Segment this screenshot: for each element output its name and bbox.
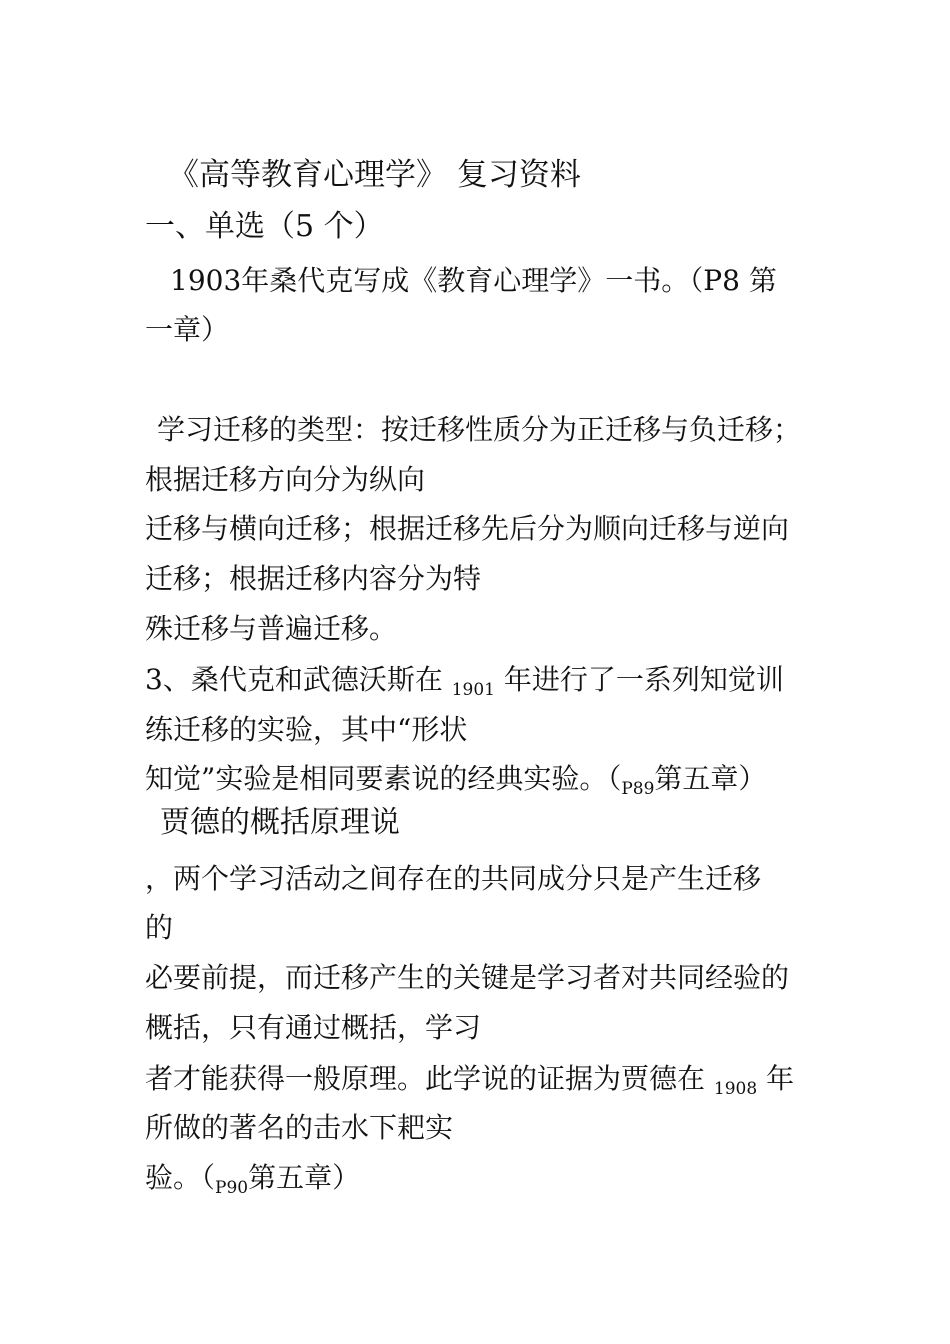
q4-line-5-start: 者才能获得一般原理。此学说的证据为贾德在 [145,1062,706,1095]
q4-year: 1908 [713,1079,758,1099]
q3-line-1-end: 年进行了一系列知觉训 [503,663,784,696]
q2-line-2: 根据迁移方向分为纵向 [145,463,426,496]
q4-line-4: 概括，只有通过概括，学习 [145,1011,482,1044]
q4-heading: 贾德的概括原理说 [160,805,400,840]
section-heading: 一、单选（5 个） [145,209,384,244]
q1-line-1: 1903年桑代克写成《教育心理学》一书。（P8 第 [170,264,777,297]
q2-line-5: 殊迁移与普遍迁移。 [145,612,398,645]
document-title: 《高等教育心理学》 复习资料 [168,157,581,193]
q2-line-1: 学习迁移的类型：按迁移性质分为正迁移与负迁移； [157,413,802,446]
q3-line-1 [145,662,784,708]
q4-line-1: ，两个学习活动之间存在的共同成分只是产生迁移 [145,862,762,895]
q2-line-4: 迁移；根据迁移内容分为特 [145,562,482,595]
q4-line-5-end: 年 [766,1062,795,1095]
q4-line-7 [145,1160,360,1206]
q3-page-ref: P89 [621,779,655,799]
q3-line-3-start: 知觉”实验是相同要素说的经典实验。（ [145,762,622,795]
q4-page-ref: P90 [215,1178,249,1198]
q2-line-3: 迁移与横向迁移；根据迁移先后分为顺向迁移与逆向 [145,512,790,545]
q3-year: 1901 [451,680,495,700]
q4-line-7-start: 验。（ [145,1161,216,1194]
q4-line-3: 必要前提，而迁移产生的关键是学习者对共同经验的 [145,961,790,994]
q3-line-1-start: 3、桑代克和武德沃斯在 [145,663,443,696]
q3-line-2: 练迁移的实验，其中“形状 [145,713,468,746]
q4-line-5 [145,1061,794,1107]
q1-line-2: 一章） [145,313,230,346]
q3-line-3-end: 第五章） [654,762,767,795]
q3-line-3 [145,761,766,807]
q4-line-6: 所做的著名的击水下耙实 [145,1111,454,1144]
q4-line-7-end: 第五章） [248,1161,361,1194]
q4-line-2: 的 [145,911,174,944]
